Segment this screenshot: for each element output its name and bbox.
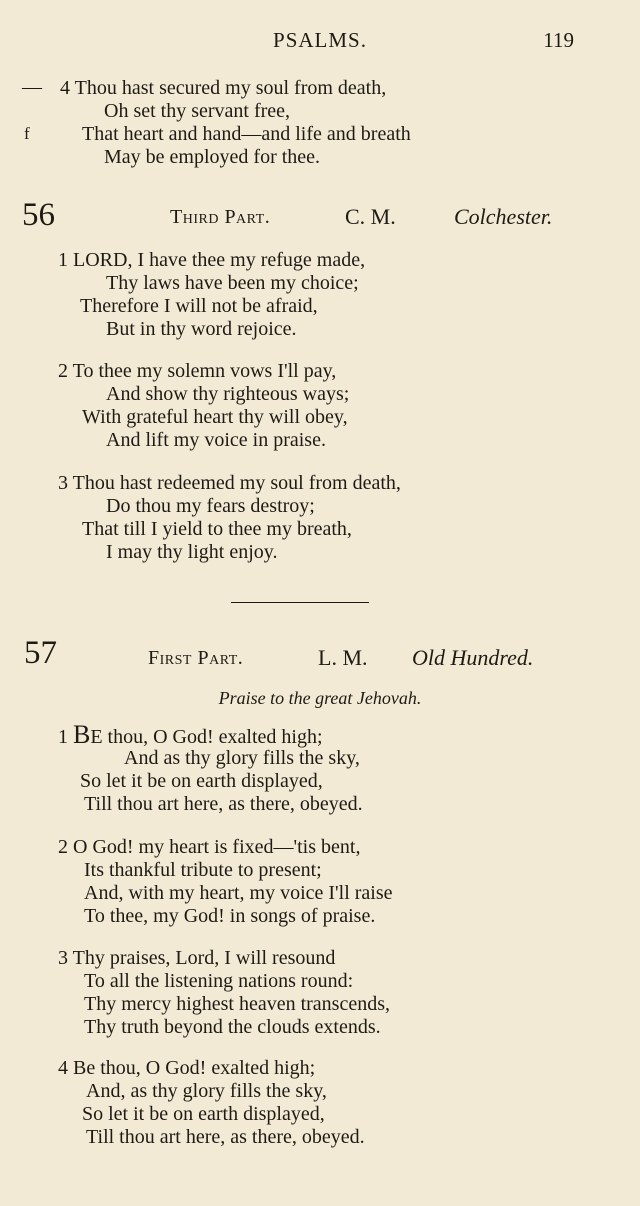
drop-cap: B xyxy=(73,720,91,749)
hymn-meter: L. M. xyxy=(318,645,368,670)
tune-name: Old Hundred. xyxy=(412,645,534,670)
verse-line: 4 Thou hast secured my soul from death, xyxy=(60,77,387,99)
verse-line: 2 To thee my solemn vows I'll pay, xyxy=(58,360,337,382)
verse-line: Till thou art here, as there, obeyed. xyxy=(84,793,363,815)
page-number: 119 xyxy=(543,28,574,52)
hymn-number: 56 xyxy=(22,197,55,233)
verse-line: 3 Thou hast redeemed my soul from death, xyxy=(58,472,401,494)
section-divider xyxy=(231,602,369,603)
verse-line: I may thy light enjoy. xyxy=(106,541,278,563)
verse-line: Oh set thy servant free, xyxy=(104,100,291,122)
verse-number: 1 xyxy=(58,726,68,748)
verse-line: Its thankful tribute to present; xyxy=(84,859,322,881)
verse-line: That heart and hand—and life and breath xyxy=(82,123,411,145)
verse-line: Till thou art here, as there, obeyed. xyxy=(86,1126,365,1148)
verse-line: That till I yield to thee my breath, xyxy=(82,518,352,540)
verse-line: So let it be on earth displayed, xyxy=(80,770,323,792)
dash-mark: — xyxy=(22,76,42,98)
verse-line: Do thou my fears destroy; xyxy=(106,495,315,517)
verse-line: To all the listening nations round: xyxy=(84,970,354,992)
hymn-subtitle: Praise to the great Jehovah. xyxy=(218,688,422,708)
verse-line: So let it be on earth displayed, xyxy=(82,1103,325,1125)
verse-line: May be employed for thee. xyxy=(104,146,321,168)
hymn-number: 57 xyxy=(24,635,57,671)
verse-line: 1 LORD, I have thee my refuge made, xyxy=(58,249,366,271)
verse-line: With grateful heart thy will obey, xyxy=(82,406,348,428)
verse-line: And, with my heart, my voice I'll raise xyxy=(84,882,393,904)
hymn-part: First Part. xyxy=(148,647,244,669)
verse-line: Thy truth beyond the clouds extends. xyxy=(84,1016,381,1038)
verse-text: E thou, O God! exalted high; xyxy=(90,726,323,748)
verse-line: And show thy righteous ways; xyxy=(106,383,350,405)
verse-line: Thy laws have been my choice; xyxy=(106,272,359,294)
verse-line: To thee, my God! in songs of praise. xyxy=(84,905,376,927)
verse-line: And as thy glory fills the sky, xyxy=(124,747,360,769)
verse-line: Thy mercy highest heaven transcends, xyxy=(84,993,391,1015)
verse-line: Therefore I will not be afraid, xyxy=(80,295,318,317)
verse-line: 4 Be thou, O God! exalted high; xyxy=(58,1057,316,1079)
dynamic-mark: f xyxy=(24,124,30,143)
hymn-part: Third Part. xyxy=(170,206,271,228)
verse-line: But in thy word rejoice. xyxy=(106,318,297,340)
verse-line: 2 O God! my heart is fixed—'tis bent, xyxy=(58,836,361,858)
verse-line: And, as thy glory fills the sky, xyxy=(86,1080,327,1102)
verse-line: And lift my voice in praise. xyxy=(106,429,326,451)
verse-line: 3 Thy praises, Lord, I will resound xyxy=(58,947,336,969)
tune-name: Colchester. xyxy=(454,204,553,229)
running-header: PSALMS. xyxy=(273,28,367,52)
hymn-meter: C. M. xyxy=(345,204,396,229)
